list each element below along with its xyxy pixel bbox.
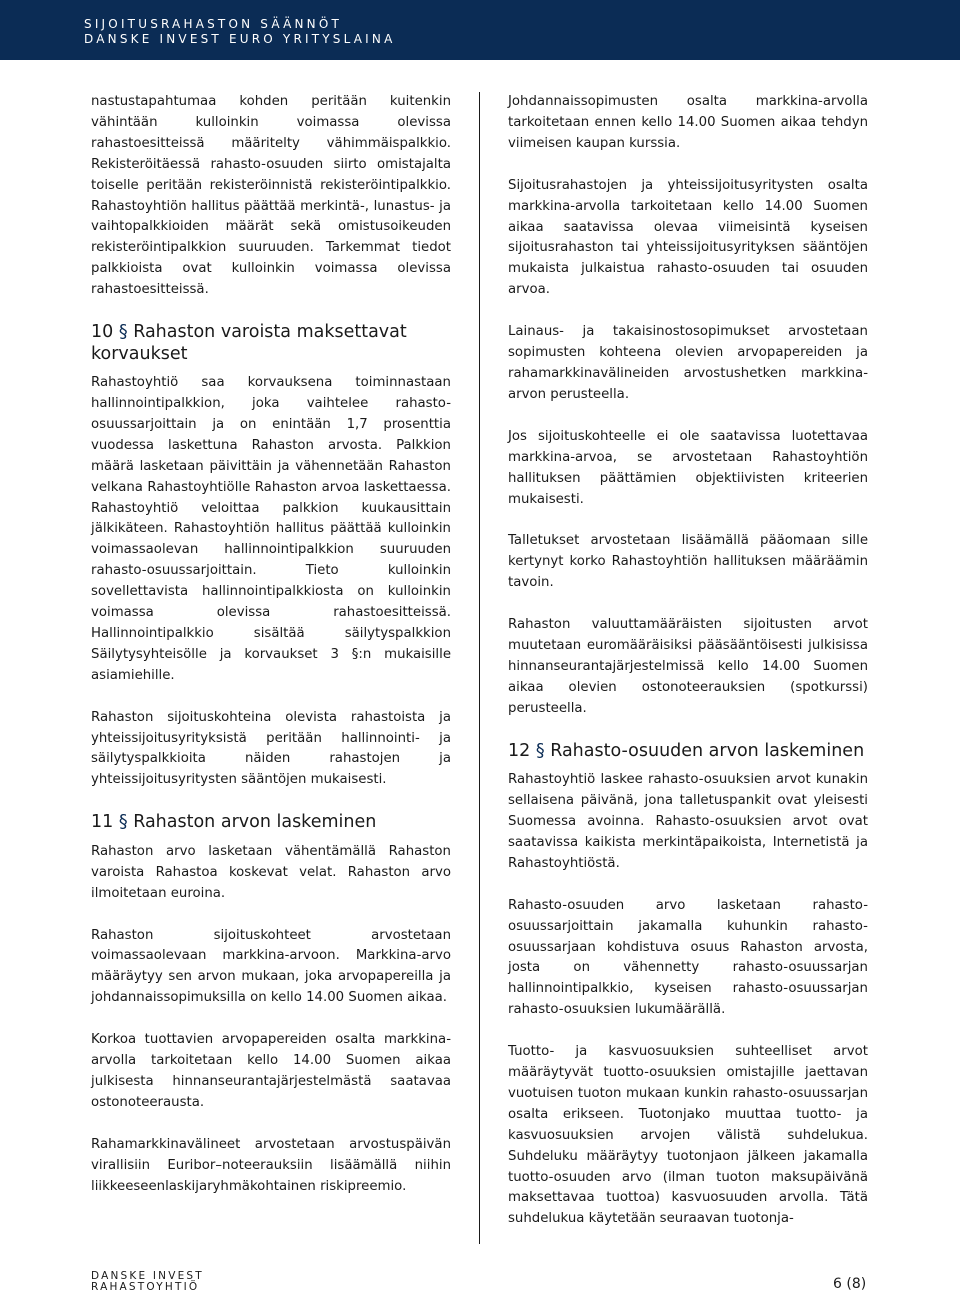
paragraph: Talletukset arvostetaan lisäämällä pääomaan sille kertynyt korko Rahastoyhtiön hallituksen määräämin tavoin.: [508, 533, 868, 591]
brand-line: RAHASTOYHTIÖ: [91, 1281, 200, 1293]
paragraph: Tuotto- ja kasvuosuuksien suhteelliset arvot määräytyvät tuotto-osuuksien omistajille jaettavan vuotuisen tuoton mukaan kunkin rahasto-osuussarjan osalta erikseen. Tuotonjako muuttaa tuotto- ja kasvuosuuksien arvojen välistä suhdelukua. Suhdeluku määräytyy tuotonjaon jälkeen jakamalla tuotto-osuuden arvo (ilman tuoton maksupäivänä maksettavaa tuottoa) kasvuosuuden arvolla. Tätä suhdelukua käytetään seuraavan tuotonja-: [508, 1044, 868, 1227]
section-number: 10: [91, 322, 114, 343]
paragraph: Rahasto-osuuden arvo lasketaan rahasto-osuussarjoittain jakamalla kuhunkin rahasto-osuussarjaan kohdistuva osuus Rahaston arvosta, josta on vähennetty rahasto-osuussarjan hallinnointipalkkio, kyseisen rahasto-osuussarjan rahasto-osuuksien lukumäärällä.: [508, 897, 868, 1018]
paragraph: Jos sijoituskohteelle ei ole saatavissa luotettavaa markkina-arvoa, se arvostetaan Rahastoyhtiön hallituksen päättämien objektiivisten kriteerien mukaisesti.: [508, 428, 868, 507]
paragraph: Rahaston sijoituskohteet arvostetaan voimassaolevaan markkina-arvoon. Markkina-arvo määräytyy sen arvon mukaan, joka arvopapereilla ja johdannaissopimuksilla on kello 14.00 Suomen aikaa.: [91, 927, 451, 1006]
paragraph: Lainaus- ja takaisinostosopimukset arvostetaan sopimusten kohteena olevien arvopapereiden ja rahamarkkinavälineiden arvostushetken markkina-arvon perusteella.: [508, 324, 868, 402]
section-number: 11: [91, 812, 114, 833]
section-number: 12: [508, 740, 531, 761]
header-band: [0, 0, 960, 60]
paragraph: Rahaston sijoituskohteina olevista rahastoista ja yhteissijoitusyrityksistä peritään hallinnointi- ja säilytyspalkkioita näiden rahastojen ja yhteissijoitusyritysten sääntöjen mukaisesti.: [91, 709, 451, 788]
section-symbol: §: [118, 812, 128, 833]
section-title: Rahaston arvon laskeminen: [133, 812, 377, 833]
section-11-heading: [91, 812, 451, 834]
section-title: Rahaston varoista maksettavat korvaukset: [91, 322, 407, 364]
fund-name: DANSKE INVEST EURO YRITYSLAINA: [84, 32, 396, 46]
paragraph: Rahastoyhtiö laskee rahasto-osuuksien arvot kunakin sellaisena päivänä, jona talletuspankit ovat yleisesti Suomessa avoinna. Rahasto-osuuksien arvot ovat saatavissa kaikista merkintäpaikoista, Internetistä ja Rahastoyhtiöstä.: [508, 772, 868, 871]
paragraph: Rahamarkkinavälineet arvostetaan arvostuspäivän virallisiin Euribor–noteerauksiin lisäämällä niihin liikkeeseenlaskijaryhmäkohtainen riskipreemio.: [91, 1136, 451, 1194]
brand-logo: [91, 1271, 204, 1293]
paragraph: Rahastoyhtiö saa korvauksena toiminnastaan hallinnointipalkkion, joka vaihtelee rahasto-osuussarjoittain ja on enintään 1,7 prosenttia vuodessa laskettuna Rahaston arvosta. Palkkion määrä lasketaan päivittäin ja vähennetään Rahaston velkana Rahastoyhtiölle Rahaston arvoa laskettaessa. Rahastoyhtiö veloittaa palkkion kuukausittain jälkikäteen. Rahastoyhtiön hallitus päättää kulloinkin voimassaolevan hallinnointipalkkion suuruuden rahasto-osuussarjoittain. Tieto kulloinkin sovellettavista hallinnointipalkkiosta on kulloinkin voimassa olevissa rahastoesitteissä. Hallinnointipalkkio sisältää säilytyspalkkion Säilytysyhteisölle ja korvaukset 3 §:n mukaisille asiamiehille.: [91, 375, 451, 683]
section-12-heading: [508, 741, 868, 763]
paragraph: Johdannaissopimusten osalta markkina-arvolla tarkoitetaan ennen kello 14.00 Suomen aikaa tehdyn viimeisen kaupan kurssia.: [508, 94, 868, 151]
document-title: SIJOITUSRAHASTON SÄÄNNÖT: [84, 17, 343, 31]
paragraph: Sijoitusrahastojen ja yhteissijoitusyritysten osalta markkina-arvolla tarkoitetaan kello 14.00 Suomen aikaa saatavissa olevaa viimeisintä kyseisen sijoitusrahaston tai yhteissijoitusyrityksen sääntöjen mukaista julkaistua rahasto-osuuden tai osuuden arvoa.: [508, 177, 868, 298]
paragraph: Rahaston arvo lasketaan vähentämällä Rahaston varoista Rahastoa koskevat velat. Rahaston arvo ilmoitetaan euroina.: [91, 843, 451, 901]
brand-line: DANSKE INVEST: [91, 1270, 204, 1282]
paragraph: Korkoa tuottavien arvopapereiden osalta markkina-arvolla tarkoitetaan kello 14.00 Suomen aikaa julkisesta hinnanseurantajärjestelmästä saatavaa ostonoteerausta.: [91, 1032, 451, 1110]
page-number: 6 (8): [833, 1276, 867, 1292]
section-symbol: §: [535, 740, 545, 761]
left-column: [91, 92, 451, 1218]
column-divider: [479, 92, 480, 1244]
section-10-heading: [91, 322, 451, 365]
right-column: [508, 92, 868, 1251]
section-symbol: §: [118, 322, 128, 343]
paragraph: Rahaston valuuttamääräisten sijoitusten arvot muutetaan euromääräisiksi pääsääntöisesti julkisissa hinnanseurantajärjestelmissä kello 14.00 Suomen aikaa olevien ostonoteerauksien (spotkurssi) perusteella.: [508, 617, 868, 716]
section-title: Rahasto-osuuden arvon laskeminen: [550, 740, 865, 761]
paragraph: nastustapahtumaa kohden peritään kuitenkin vähintään kulloinkin voimassa olevissa rahastoesitteissä määritelty vähimmäispalkkio. Rekisteröitäessä rahasto-osuuden siirto omistajalta toiselle peritään rekisteröinnistä rekisteröintipalkkio. Rahastoyhtiön hallitus päättää merkintä-, lunastus- ja vaihtopalkkioiden määrät sekä omistusoikeuden rekisteröintipalkkion suuruuden. Tarkemmat tiedot palkkioista ovat kulloinkin voimassa olevissa rahastoesitteissä.: [91, 94, 451, 298]
